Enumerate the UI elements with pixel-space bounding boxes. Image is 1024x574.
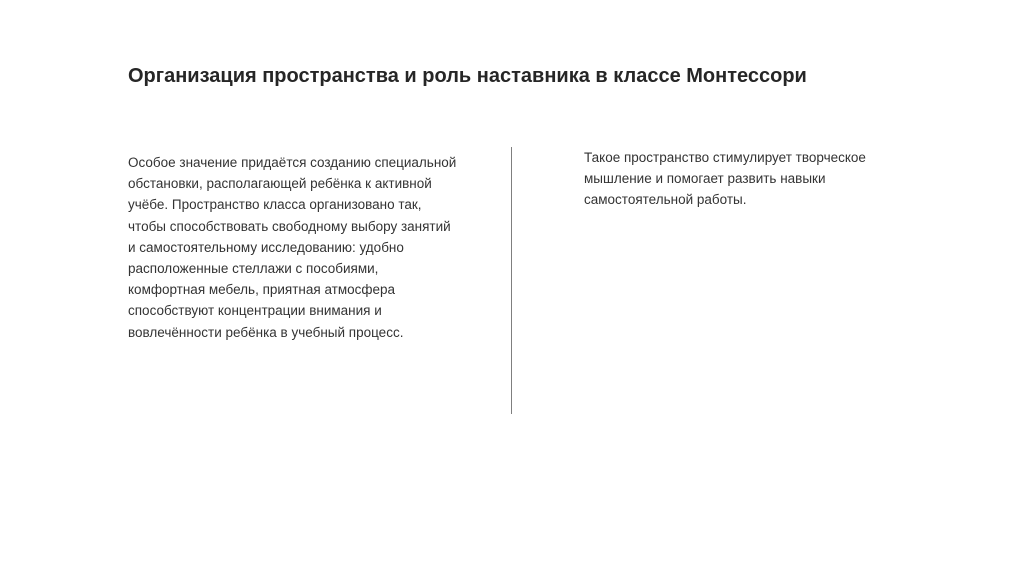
text-line: и самостоятельному исследованию: удобно xyxy=(128,239,404,255)
slide-title: Организация пространства и роль наставника в классе Монтессори xyxy=(128,65,807,87)
left-column-text xyxy=(128,152,478,343)
text-line: самостоятельной работы. xyxy=(584,192,747,208)
text-line: Особое значение придаётся созданию специальной xyxy=(128,155,457,170)
text-line: Такое пространство стимулирует творческое xyxy=(584,150,866,165)
text-line: способствуют концентрации внимания и xyxy=(128,303,382,319)
text-line: обстановки, располагающей ребёнка к активной xyxy=(128,176,432,192)
text-line: комфортная мебель, приятная атмосфера xyxy=(128,282,396,298)
text-line: расположенные стеллажи с пособиями, xyxy=(128,261,379,277)
column-divider xyxy=(511,147,512,414)
text-line: чтобы способствовать свободному выбору занятий xyxy=(128,218,451,234)
text-line: вовлечённости ребёнка в учебный процесс. xyxy=(128,324,404,340)
right-column-text xyxy=(584,147,884,211)
text-line: мышление и помогает развить навыки xyxy=(584,171,826,187)
text-line: учёбе. Пространство класса организовано так, xyxy=(128,197,422,213)
